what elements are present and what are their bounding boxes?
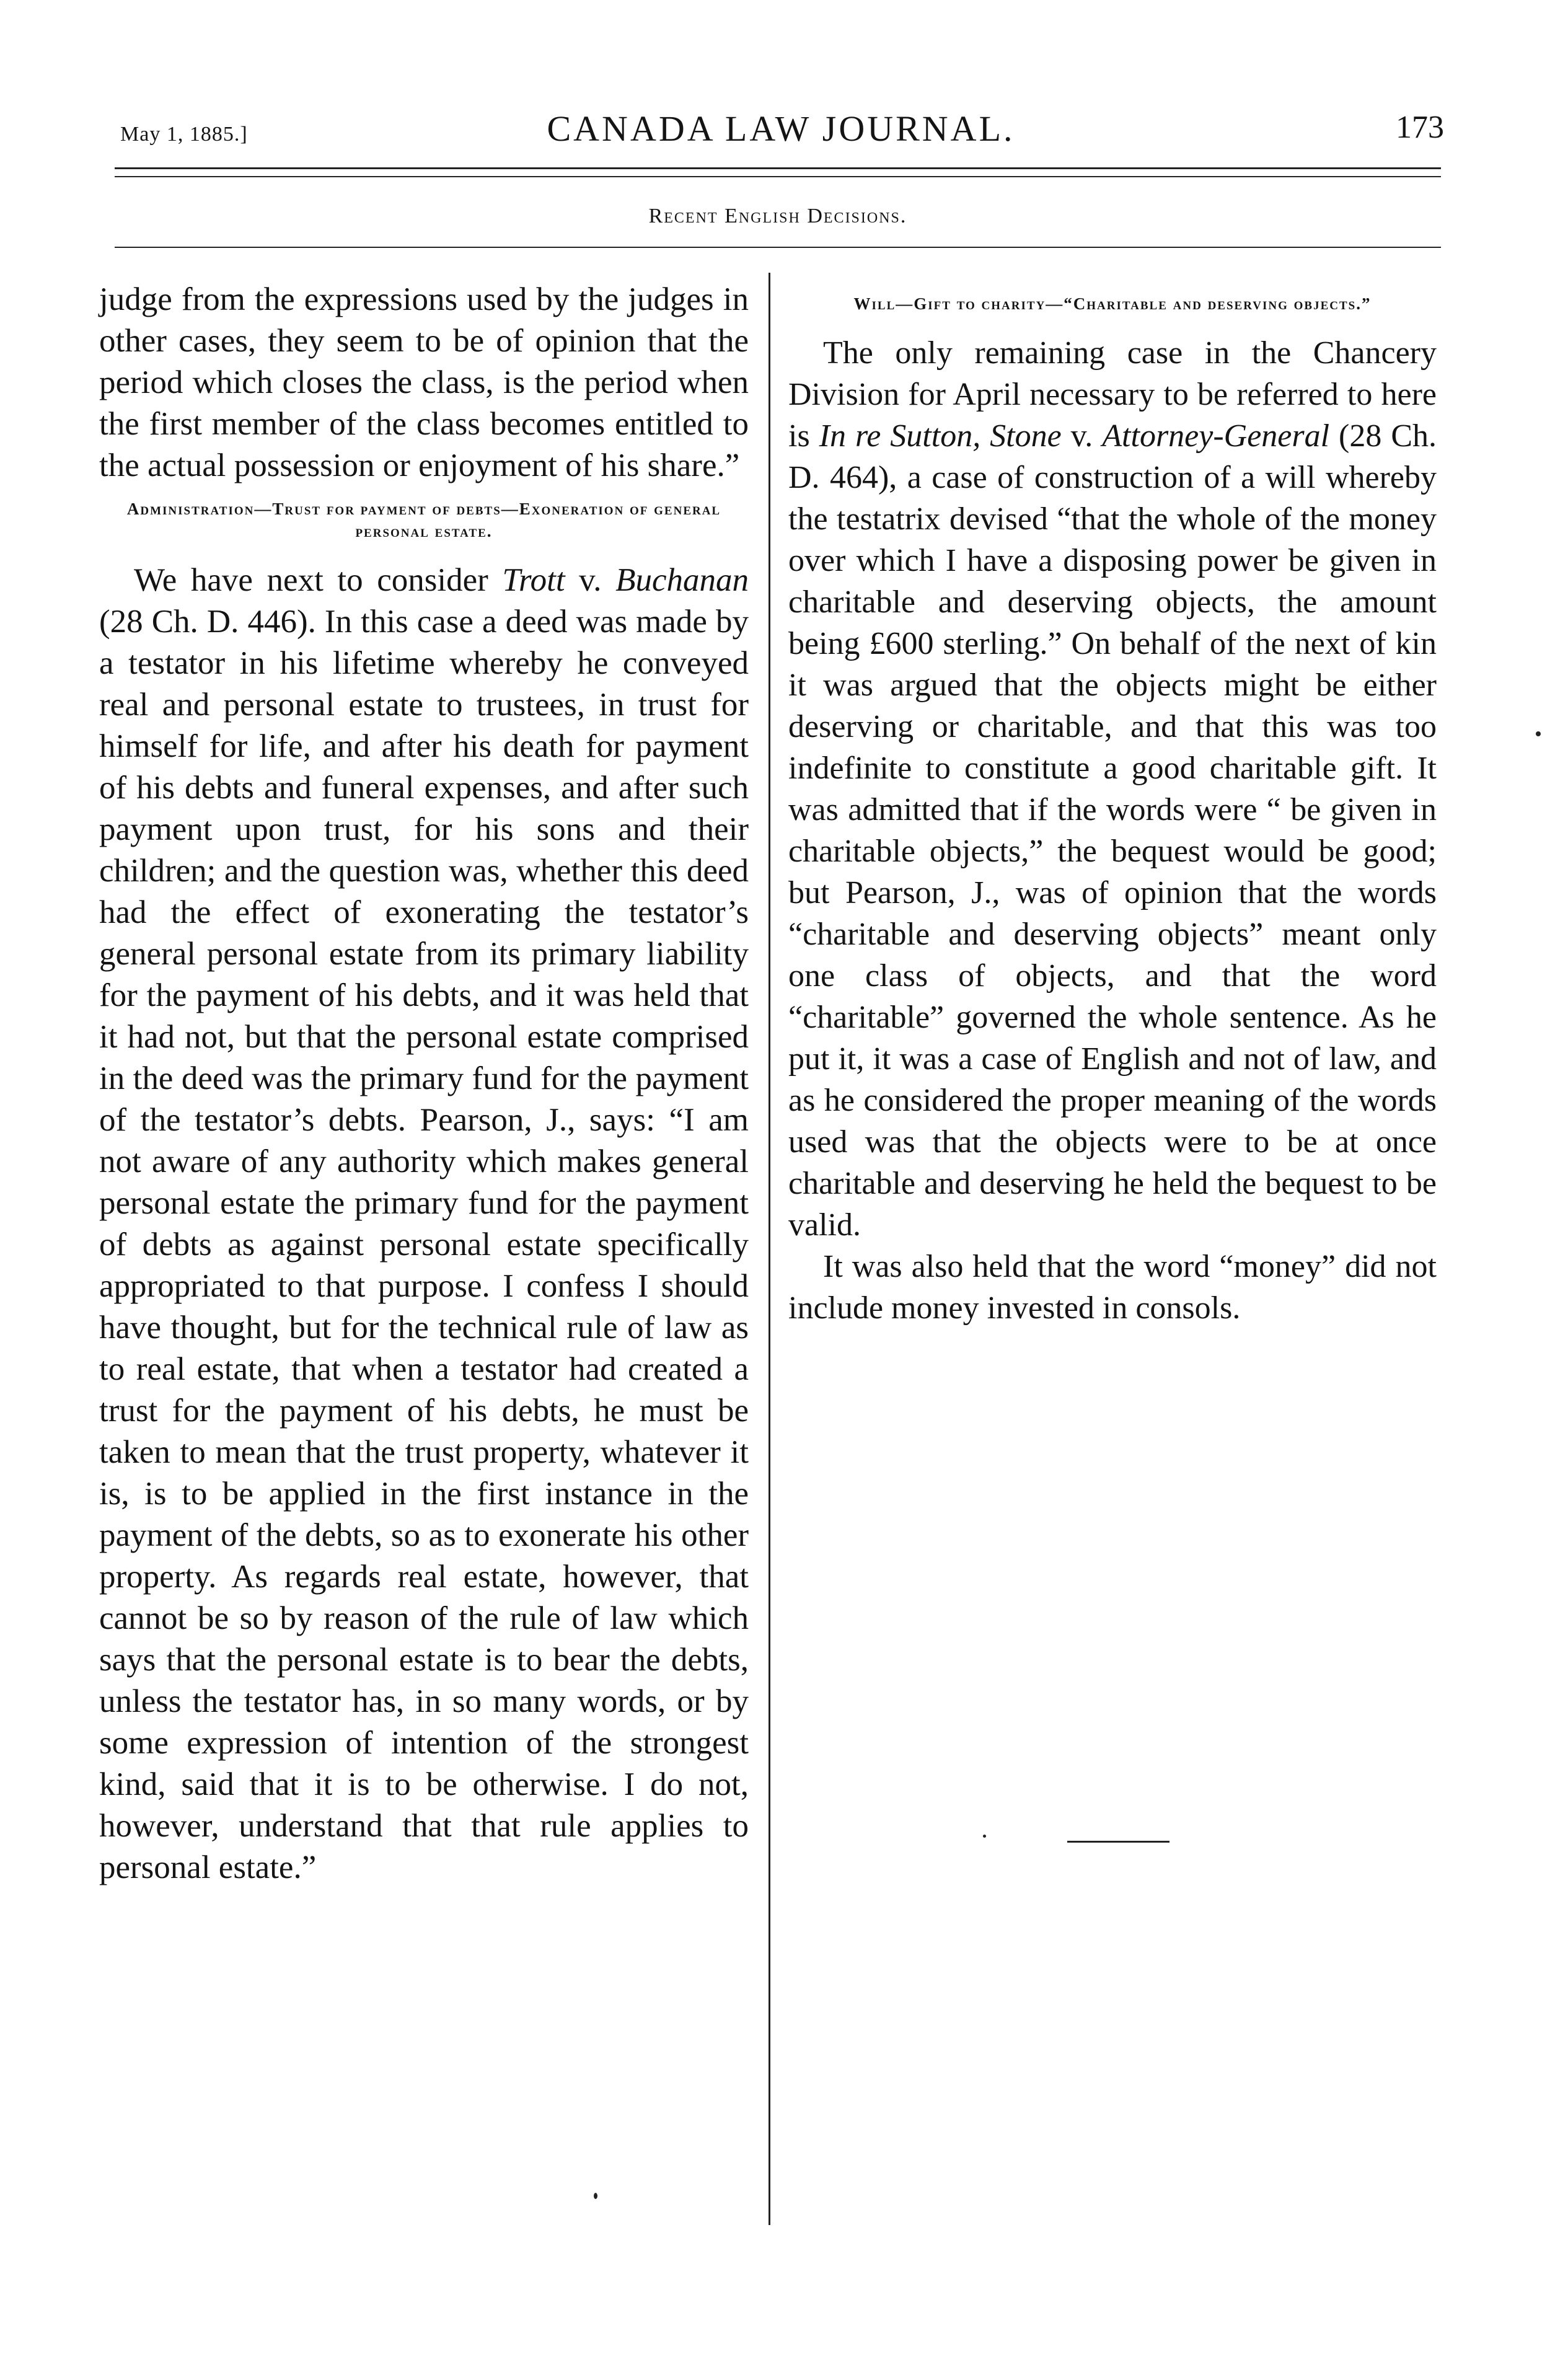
- journal-title: CANADA LAW JOURNAL.: [547, 108, 1015, 149]
- caption-will-gift: Will—Gift to charity—“Charitable and deserving objects.”: [853, 294, 1372, 313]
- left-column: [99, 279, 749, 1889]
- print-speck: [983, 1835, 986, 1838]
- page-number: 173: [1396, 110, 1444, 145]
- text-run: The only remaining case in the Chancery Division for April necessary to be referred to here is: [788, 335, 1437, 454]
- column-divider: [769, 273, 770, 2225]
- text-run: (28 Ch. D. 464), a case of construction of a will whereby the testatrix devised “that the whole of the money over which I have a disposing power be given in charitable and deserving objects, the amount being £600 sterling.” On behalf of the next of kin it was argued that the objects might be either deserving or charitable, and that this was too indefinite to constitute a good charitable gift. It was admitted that if the words were “ be given in charitable objects,” the bequest would be good; but Pearson, J., was of opinion that the words “charitable and deserving objects” meant only one class of objects, and that the word “charitable” governed the whole sentence. As he put it, it was a case of English and not of law, and as he considered the proper meaning of the words used was that the objects were to be at once charitable and deserving he held the bequest to be valid.: [788, 418, 1437, 1243]
- trott-paragraph: [99, 560, 749, 1889]
- money-paragraph: It was also held that the word “money” did not include money invested in consols.: [788, 1249, 1437, 1326]
- opening-paragraph: judge from the expressions used by the judges in other cases, they seem to be of opinion that the period which closes the class, is the period when the first member of the class becomes entitled to the actual possession or enjoyment of his share.”: [99, 281, 749, 483]
- case-name: Attorney-General: [1102, 418, 1330, 454]
- text-run: We have next to consider: [134, 562, 503, 598]
- caption-administration: Administration—Trust for payment of debts—Exoneration of general personal estate.: [126, 500, 721, 540]
- case-name: In re Sutton, Stone: [819, 418, 1062, 454]
- section-rule: [115, 247, 1441, 248]
- end-rule: [1067, 1841, 1169, 1843]
- text-run: v.: [565, 562, 616, 598]
- running-header: [118, 105, 1444, 161]
- right-column: [788, 285, 1437, 1329]
- print-speck: [1536, 731, 1541, 736]
- section-title: Recent English Decisions.: [648, 205, 907, 227]
- case-name: Buchanan: [615, 562, 749, 598]
- sutton-paragraph: [788, 332, 1437, 1246]
- header-rule-double: [115, 176, 1441, 177]
- case-name: Trott: [502, 562, 565, 598]
- header-rule: [115, 167, 1441, 169]
- issue-date: May 1, 1885.]: [120, 123, 248, 146]
- text-run: v.: [1061, 418, 1103, 454]
- text-run: (28 Ch. D. 446). In this case a deed was made by a testator in his lifetime whereby he conveyed real and personal estate to trustees, in trust for himself for life, and after his death for payment of his debts and funeral expenses, and after such payment upon trust, for his sons and their children; and the question was, whether this deed had the effect of exonerating the testator’s general personal estate from its primary liability for the payment of his debts, and it was held that it had not, but that the personal estate comprised in the deed was the primary fund for the payment of the testator’s debts. Pearson, J., says: “I am not aware of any authority which makes general personal estate the primary fund for the payment of debts as against personal estate specifically appropriated to that purpose. I confess I should have thought, but for the technical rule of law as to real estate, that when a testator had created a trust for the payment of his debts, he must be taken to mean that the trust property, whatever it is, is to be applied in the first instance in the payment of the debts, so as to exonerate his other property. As regards real estate, however, that cannot be so by reason of the rule of law which says that the personal estate is to bear the debts, unless the testator has, in so many words, or by some expression of intention of the strongest kind, said that it is to be otherwise. I do not, however, understand that that rule applies to personal estate.”: [99, 604, 749, 1885]
- print-speck: [594, 2193, 597, 2199]
